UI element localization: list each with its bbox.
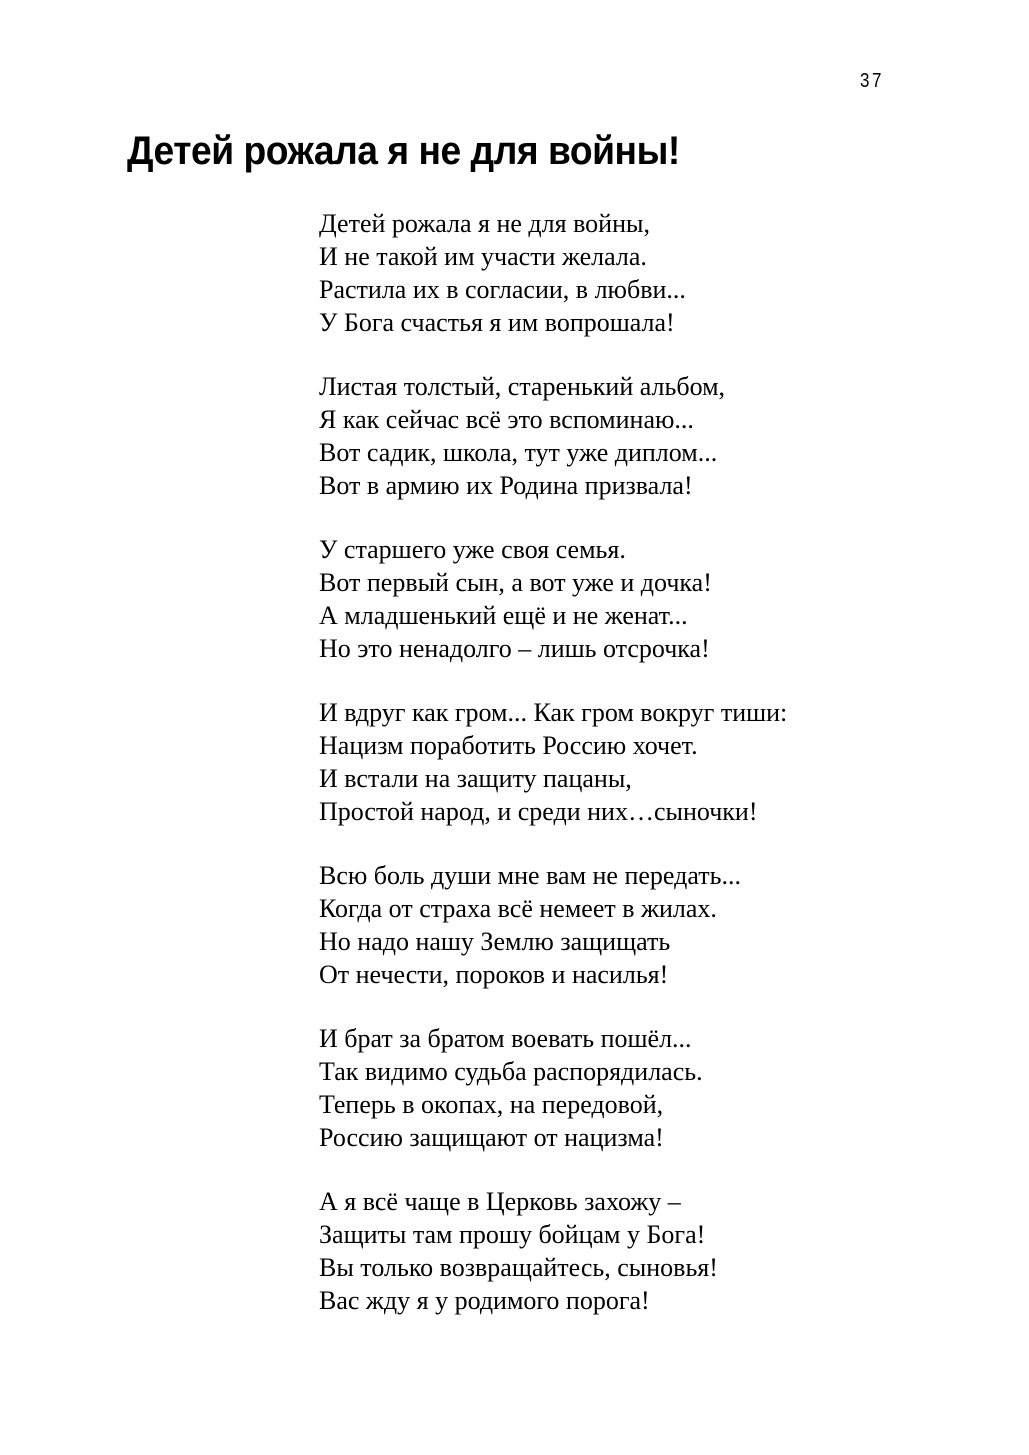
poem-line: Россию защищают от нацизма! (319, 1123, 664, 1152)
poem-line: Нацизм поработить Россию хочет. (319, 731, 698, 760)
poem-line: Когда от страха всё немеет в жилах. (319, 894, 717, 923)
poem-line: Но это ненадолго – лишь отсрочка! (319, 634, 710, 663)
poem-line: А я всё чаще в Церковь захожу – (319, 1187, 681, 1216)
poem-line: Вот садик, школа, тут уже диплом... (319, 438, 718, 467)
poem-line: Детей рожала я не для войны, (319, 209, 650, 238)
poem-line: Вас жду я у родимого порога! (319, 1286, 650, 1315)
poem-line: У Бога счастья я им вопрошала! (319, 308, 675, 337)
poem-line: А младшенький ещё и не женат... (319, 601, 688, 630)
poem-line: Вы только возвращайтесь, сыновья! (319, 1253, 718, 1282)
poem-line: Вот в армию их Родина призвала! (319, 471, 693, 500)
poem-line: Но надо нашу Землю защищать (319, 927, 671, 956)
stanza (319, 859, 787, 991)
poem-line: Я как сейчас всё это вспоминаю... (319, 405, 694, 434)
poem-line: От нечести, пороков и насилья! (319, 960, 669, 989)
poem-line: И встали на защиту пацаны, (319, 764, 632, 793)
stanza (319, 370, 787, 502)
poem-line: У старшего уже своя семья. (319, 535, 626, 564)
stanza (319, 533, 787, 665)
poem-line: Теперь в окопах, на передовой, (319, 1090, 664, 1119)
page-number: 37 (860, 70, 885, 92)
poem-line: Так видимо судьба распорядилась. (319, 1057, 703, 1086)
stanza (319, 1185, 787, 1317)
stanza (319, 1022, 787, 1154)
poem-line: Растила их в согласии, в любви... (319, 275, 686, 304)
poem-line: Защиты там прошу бойцам у Бога! (319, 1220, 706, 1249)
poem-line: И брат за братом воевать пошёл... (319, 1024, 692, 1053)
poem-line: Простой народ, и среди них…сыночки! (319, 797, 758, 826)
poem-line: Вот первый сын, а вот уже и дочка! (319, 568, 712, 597)
poem-line: Листая толстый, старенький альбом, (319, 372, 726, 401)
stanza (319, 696, 787, 828)
poem-line: И не такой им участи желала. (319, 242, 647, 271)
poem-line: И вдруг как гром... Как гром вокруг тиши: (319, 698, 788, 727)
stanza (319, 207, 787, 339)
poem-title: Детей рожала я не для войны! (127, 129, 680, 173)
poem-body (319, 207, 787, 1348)
poem-line: Всю боль души мне вам не передать... (319, 861, 741, 890)
